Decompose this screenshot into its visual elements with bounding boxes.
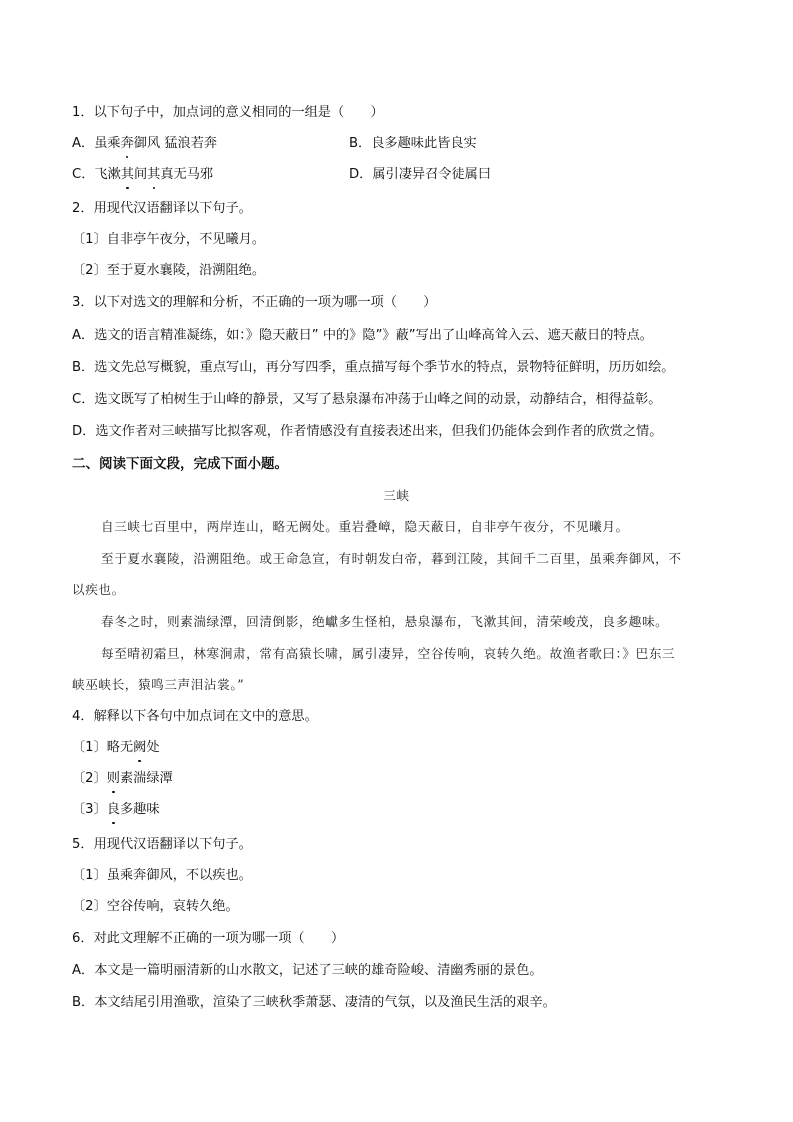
q1-option-c-dotted-word-1: 其 <box>120 167 134 182</box>
q1-option-a-before: 虽乘 <box>94 136 121 151</box>
q1-option-c-label: C． <box>72 167 95 182</box>
q1-option-c-before: 飞漱 <box>94 167 121 182</box>
q4-stem: 4．解释以下各句中加点词在文中的意思。 <box>72 709 318 724</box>
q4-item-2-after: 素湍绿潭 <box>119 771 173 786</box>
passage-paragraph-1: 自三峡七百里中，两岸连山，略无阙处。重岩叠嶂，隐天蔽日，自非亭午夜分，不见曦月。 <box>101 519 629 534</box>
q1-option-a-label: A． <box>72 136 95 151</box>
q2-stem: 2．用现代汉语翻译以下句子。 <box>72 201 252 216</box>
q4-item-3-dotted-word: 良 <box>106 802 120 817</box>
q1-option-a-dotted-word: 奔 <box>120 136 134 151</box>
q2-sentence-2: 〔2〕至于夏水襄陵，沿溯阻绝。 <box>72 263 266 278</box>
q2-sentence-1: 〔1〕自非亭午夜分，不见曦月。 <box>72 232 266 247</box>
q4-item-2-before: 〔2〕 <box>72 771 107 786</box>
passage-title: 三峡 <box>383 488 410 503</box>
q3-option-d: D．选文作者对三峡描写比拟客观，作者情感没有直接表述出来，但我们仍能体会到作者的欣赏之情。 <box>72 424 663 439</box>
q1-option-d-text: 属引凄异召令徒属曰 <box>372 167 492 182</box>
q5-sentence-2: 〔2〕空谷传响，哀转久绝。 <box>72 899 239 914</box>
q6-stem: 6．对此文理解不正确的一项为哪一项（ ） <box>72 931 345 946</box>
q4-item-1-dotted-word: 阙 <box>133 740 147 755</box>
q3-option-b: B．选文先总写概貌，重点写山，再分写四季，重点描写每个季节水的特点，景物特征鲜明，历历如绘。 <box>72 360 675 375</box>
passage-paragraph-3: 春冬之时，则素湍绿潭，回清倒影，绝巘多生怪柏，悬泉瀑布，飞漱其间，清荣峻茂，良多趣味。 <box>101 614 669 629</box>
q5-sentence-1: 〔1〕虽乘奔御风，不以疾也。 <box>72 868 252 883</box>
q1-option-c-after: 真无马邪 <box>160 167 214 182</box>
q6-option-a: A．本文是一篇明丽清新的山水散文，记述了三峡的雄奇险峻、清幽秀丽的景色。 <box>72 963 543 978</box>
q1-option-c-dotted-word-2: 其 <box>147 167 161 182</box>
q1-option-d <box>349 166 491 184</box>
q4-item-2 <box>72 770 173 788</box>
q1-option-b <box>349 135 477 153</box>
q1-option-b-label: B． <box>349 136 372 151</box>
q1-option-b-text: 良多趣味此皆良实 <box>371 136 477 151</box>
q4-item-1-after: 处 <box>146 740 160 755</box>
q4-item-3-before: 〔3〕 <box>72 802 107 817</box>
passage-paragraph-2-line-1: 至于夏水襄陵，沿溯阻绝。或王命急宣，有时朝发白帝，暮到江陵，其间千二百里，虽乘奔御风，不 <box>101 551 682 566</box>
q1-option-a-after: 御风 猛浪若奔 <box>133 136 218 151</box>
q4-item-2-dotted-word: 则 <box>106 771 120 786</box>
q1-option-c <box>72 166 213 184</box>
q4-item-3 <box>72 801 160 819</box>
passage-paragraph-4-line-2: 峡巫峡长，猿鸣三声泪沾裳。” <box>72 677 245 692</box>
q1-option-d-label: D． <box>349 167 373 182</box>
q3-option-c: C．选文既写了柏树生于山峰的静景，又写了悬泉瀑布冲荡于山峰之间的动景，动静结合，相得益彰。 <box>72 392 662 407</box>
q3-stem: 3．以下对选文的理解和分析，不正确的一项为哪一项（ ） <box>72 295 437 310</box>
q1-option-c-mid: 间 <box>133 167 148 182</box>
q4-item-1 <box>72 739 160 757</box>
passage-paragraph-4-line-1: 每至晴初霜旦，林寒涧肃，常有高猿长啸，属引凄异，空谷传响，哀转久绝。故渔者歌曰：》巴东三 <box>101 646 676 661</box>
q1-option-a <box>72 135 217 153</box>
q4-item-1-before: 〔1〕略无 <box>72 740 134 755</box>
q4-item-3-after: 多趣味 <box>119 802 160 817</box>
passage-paragraph-2-line-2: 以疾也。 <box>72 582 125 597</box>
q5-stem: 5．用现代汉语翻译以下句子。 <box>72 837 252 852</box>
section-heading: 二、阅读下面文段，完成下面小题。 <box>72 456 288 472</box>
q3-option-a: A．选文的语言精准凝练，如：》隐天蔽日” 中的》隐”》蔽”写出了山峰高耸入云、遮天蔽日的特点。 <box>72 328 653 343</box>
q1-stem: 1．以下句子中，加点词的意义相同的一组是（ ） <box>72 105 384 120</box>
q6-option-b: B．本文结尾引用渔歌，渲染了三峡秋季萧瑟、凄清的气氛，以及渔民生活的艰辛。 <box>72 995 556 1010</box>
